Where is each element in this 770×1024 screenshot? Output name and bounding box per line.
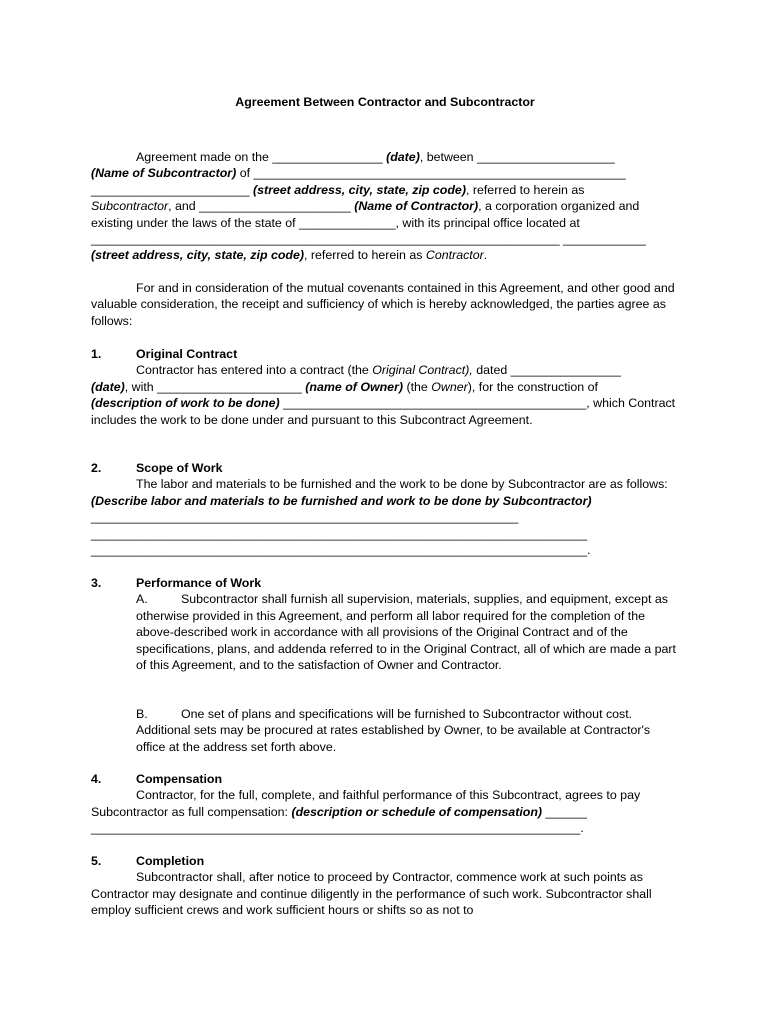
scope-placeholder: (Describe labor and materials to be furnished and work to be done by Subcontractor) bbox=[91, 493, 592, 508]
section-text: The labor and materials to be furnished and the work to be done by Subcontractor are as follows: bbox=[136, 477, 668, 492]
preamble-text: of ______________________________________________________ bbox=[236, 166, 626, 181]
document-title: Agreement Between Contractor and Subcontractor bbox=[235, 95, 535, 109]
contractor-name-placeholder: (Name of Contractor) bbox=[354, 199, 479, 214]
address-placeholder: (street address, city, state, zip code) bbox=[91, 248, 305, 263]
section-number: 5. bbox=[91, 854, 102, 868]
preamble-text: . bbox=[483, 248, 488, 263]
subsection-text: One set of plans and specifications will be furnished to Subcontractor without cost. Additional sets may be procured at rates established by Owner, to be available at Contractor's office at the address set forth above. bbox=[136, 707, 651, 754]
blank-line: _______________________________________________________________________. bbox=[91, 821, 584, 836]
section-text: which Contract includes the work to be done under and pursuant to this Subcontract Agreement. bbox=[91, 396, 676, 427]
section-text: ______________________________________________________________ bbox=[91, 510, 519, 525]
blank-line: ________________________________________________________________________. bbox=[91, 543, 591, 558]
section-heading: Scope of Work bbox=[136, 461, 223, 475]
preamble-text: _______________________ bbox=[91, 182, 253, 197]
work-description-placeholder: (description of work to be done) bbox=[91, 396, 280, 411]
section-text: Subcontractor shall, after notice to proceed by Contractor, commence work at such points as Contractor may designate and continue diligently in the performance of such work. Subcontractor shall employ sufficient crews and work sufficient hours or shifts so as not to bbox=[91, 870, 652, 918]
preamble-text: , referred to herein as bbox=[304, 248, 426, 263]
section-heading: Completion bbox=[136, 854, 205, 868]
date-placeholder: (date) bbox=[91, 379, 125, 394]
consideration-paragraph bbox=[91, 280, 679, 329]
subsection-b bbox=[91, 706, 679, 755]
section-performance-of-work-b bbox=[91, 706, 679, 755]
subsection-label: B. bbox=[136, 707, 148, 721]
section-completion bbox=[91, 853, 679, 919]
section-compensation bbox=[91, 771, 679, 837]
contractor-term: Contractor bbox=[425, 248, 484, 263]
section-number: 4. bbox=[91, 772, 102, 786]
section-text: Contractor, for the full, complete, and faithful performance of this Subcontract, agrees to pay Subcontractor as full compensation: bbox=[91, 788, 641, 819]
section-heading: Performance of Work bbox=[136, 576, 262, 590]
section-scope-of-work bbox=[91, 460, 679, 558]
section-heading: Compensation bbox=[136, 772, 223, 786]
subsection-text: Subcontractor shall furnish all supervision, materials, supplies, and equipment, except as otherwise provided in this Agreement, and perform all labor required for the completion of the above-described work in accordance with all provisions of the Original Contract and of the specifications, plans, and addenda referred to in the Original Contract, all of which are made a part of this Agreement, and to the satisfaction of Owner and Contractor. bbox=[136, 592, 676, 673]
original-contract-term: Original Contract), bbox=[372, 363, 473, 378]
section-text: dated ________________ bbox=[472, 363, 621, 378]
subcontractor-name-placeholder: (Name of Subcontractor) bbox=[91, 166, 237, 181]
section-text: ____________________________________________, bbox=[279, 396, 590, 411]
preamble-text: , between ____________________ bbox=[419, 150, 615, 164]
section-original-contract bbox=[91, 346, 679, 428]
subcontractor-term: Subcontractor bbox=[91, 199, 169, 214]
compensation-placeholder: (description or schedule of compensation) bbox=[291, 804, 543, 819]
preamble-text: , and ______________________ bbox=[168, 199, 355, 214]
owner-term: Owner bbox=[431, 379, 468, 394]
section-text: (the bbox=[403, 379, 432, 394]
section-heading: Original Contract bbox=[136, 347, 238, 361]
section-text: ), for the construction of bbox=[467, 379, 598, 394]
subsection-a bbox=[91, 591, 679, 673]
address-placeholder: (street address, city, state, zip code) bbox=[252, 182, 466, 197]
date-placeholder: (date) bbox=[386, 150, 420, 164]
preamble-text: , referred to herein as bbox=[465, 182, 585, 197]
section-performance-of-work bbox=[91, 575, 679, 673]
section-text: Contractor has entered into a contract (the bbox=[136, 363, 373, 378]
preamble-text: , a corporation organized and existing under the laws of the state of ______________, with its principal office located at ____________________________________________________________________ ____________ bbox=[91, 199, 646, 247]
preamble-paragraph bbox=[91, 149, 679, 264]
section-number: 1. bbox=[91, 347, 102, 361]
consideration-text: For and in consideration of the mutual covenants contained in this Agreement, and other good and valuable consideration, the receipt and sufficiency of which is hereby acknowledged, the parties agree as follows: bbox=[91, 281, 675, 328]
section-number: 2. bbox=[91, 461, 102, 475]
owner-name-placeholder: (name of Owner) bbox=[305, 379, 404, 394]
section-text: ______ bbox=[542, 804, 587, 819]
section-number: 3. bbox=[91, 576, 102, 590]
section-text: , with _____________________ bbox=[124, 379, 306, 394]
subsection-label: A. bbox=[136, 592, 148, 607]
preamble-text: Agreement made on the ________________ bbox=[136, 150, 387, 164]
blank-line: ________________________________________________________________________ bbox=[91, 526, 588, 541]
